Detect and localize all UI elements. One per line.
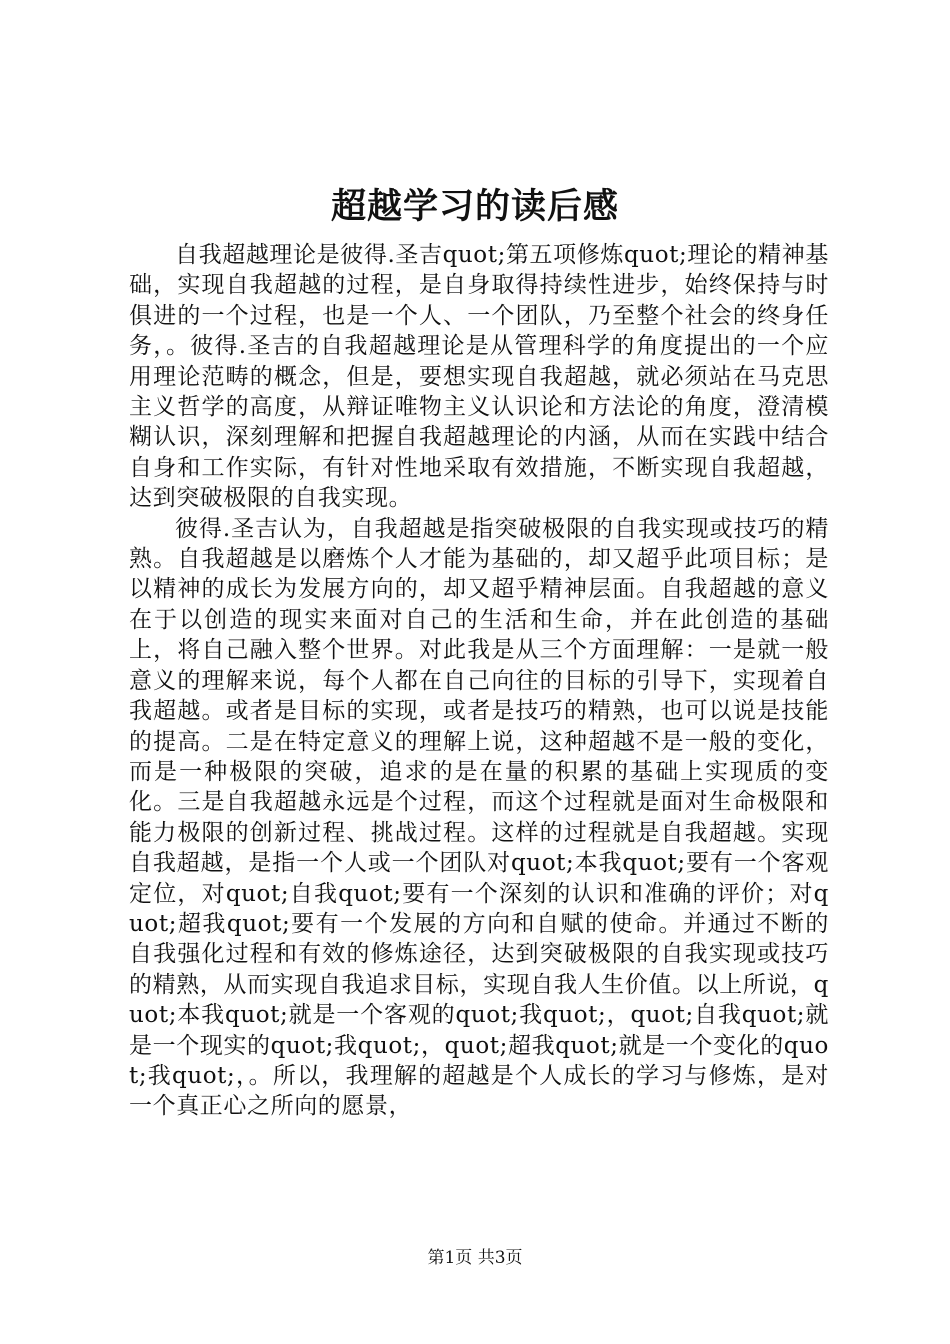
document-body	[129, 240, 829, 1122]
paragraph-2: 彼得.圣吉认为，自我超越是指突破极限的自我实现或技巧的精熟。自我超越是以磨炼个人才能为基础的，却又超乎此项目标；是以精神的成长为发展方向的，却又超乎精神层面。自我超越的意义在于以创造的现实来面对自己的生活和生命，并在此创造的基础上，将自己融入整个世界。对此我是从三个方面理解：一是就一般意义的理解来说，每个人都在自己向往的目标的引导下，实现着自我超越。或者是目标的实现，或者是技巧的精熟，也可以说是技能的提高。二是在特定意义的理解上说，这种超越不是一般的变化，而是一种极限的突破，追求的是在量的积累的基础上实现质的变化。三是自我超越永远是个过程，而这个过程就是面对生命极限和能力极限的创新过程、挑战过程。这样的过程就是自我超越。实现自我超越，是指一个人或一个团队对quot;本我quot;要有一个客观定位，对quot;自我quot;要有一个深刻的认识和准确的评价；对quot;超我quot;要有一个发展的方向和自赋的使命。并通过不断的自我强化过程和有效的修炼途径，达到突破极限的自我实现或技巧的精熟，从而实现自我追求目标，实现自我人生价值。以上所说，quot;本我quot;就是一个客观的quot;我quot;，quot;自我quot;就是一个现实的quot;我quot;，quot;超我quot;就是一个变化的quot;我quot;，。所以，我理解的超越是个人成长的学习与修炼，是对一个真正心之所向的愿景，	[129, 515, 829, 1120]
document-title: 超越学习的读后感	[330, 186, 619, 227]
page-footer: 第1页 共3页	[427, 1248, 523, 1268]
paragraph-1: 自我超越理论是彼得.圣吉quot;第五项修炼quot;理论的精神基础，实现自我超越的过程，是自身取得持续性进步，始终保持与时俱进的一个过程，也是一个人、一个团队，乃至整个社会的终身任务，。彼得.圣吉的自我超越理论是从管理科学的角度提出的一个应用理论范畴的概念，但是，要想实现自我超越，就必须站在马克思主义哲学的高度，从辩证唯物主义认识论和方法论的角度，澄清模糊认识，深刻理解和把握自我超越理论的内涵，从而在实践中结合自身和工作实际，有针对性地采取有效措施，不断实现自我超越，达到突破极限的自我实现。	[129, 242, 829, 512]
